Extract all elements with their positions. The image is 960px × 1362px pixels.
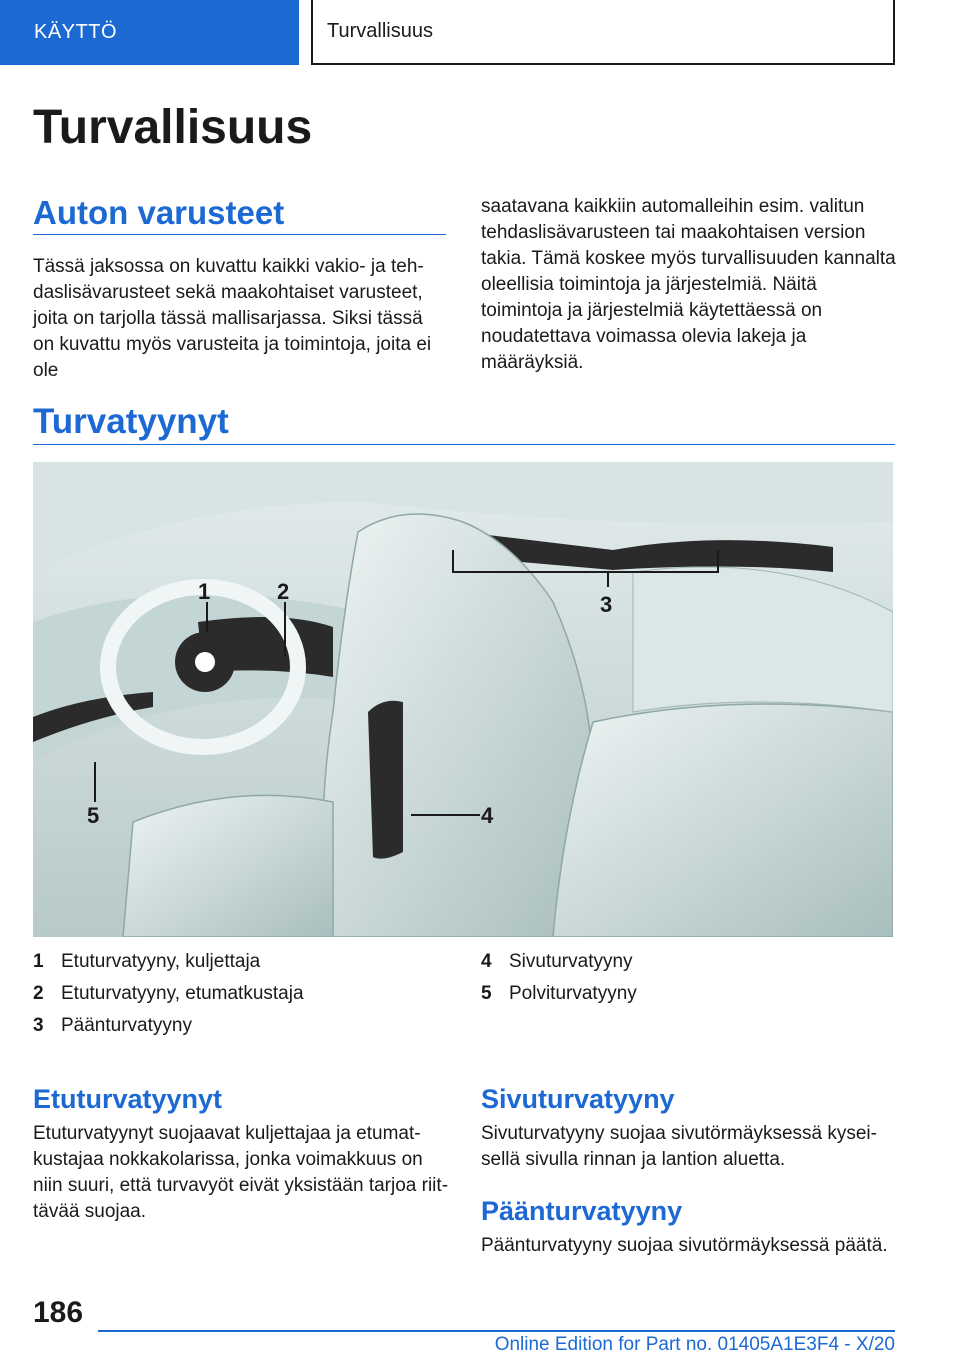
car-interior-illustration (33, 462, 893, 937)
callout-3: 3 (600, 592, 613, 617)
side-airbag-text: Sivuturvatyyny suojaa sivutörmäyksessä kyseisellä sivulla rinnan ja lantion aluetta. (481, 1123, 877, 1170)
car-interior-figure (33, 462, 893, 937)
section-label: Turvallisuus (327, 20, 433, 42)
legend-right (481, 946, 637, 1010)
callout-1: 1 (198, 579, 211, 604)
legend-num: 4 (481, 951, 492, 972)
legend-num: 3 (33, 1015, 44, 1036)
equipment-heading-rule (33, 234, 446, 235)
legend-label: Päänturvatyyny (61, 1015, 192, 1036)
front-airbags-heading: Etuturvatyynyt (33, 1084, 223, 1114)
legend-item (481, 978, 637, 1010)
side-airbag-heading: Sivuturvatyyny (481, 1084, 675, 1114)
legend-num: 2 (33, 983, 44, 1004)
callout-2: 2 (277, 579, 290, 604)
legend-left (33, 946, 304, 1042)
legend-label: Sivuturvatyyny (509, 951, 633, 972)
legend-num: 1 (33, 951, 44, 972)
equipment-text-right: saatavana kaikkiin automalleihin esim. valitun tehdaslisävarusteen tai maakohtaisen version takia. Tämä koskee myös turvallisuuden kannalta oleellisia toimintoja ja järjestelmiä. Näitä toimintoja ja järjestelmiä käytettäessä on noudatettava voimassa olevia lakeja ja määräyksiä. (481, 196, 896, 373)
footer-edition: Online Edition for Part no. 01405A1E3F4 - X/20 (494, 1334, 895, 1355)
front-airbags-text: Etuturvatyynyt suojaavat kuljettajaa ja etumatkustajaa nokkakolarissa, jonka voimakkuus on niin suuri, että turvavyöt eivät yksistään tarjoa riittävää suojaa. (33, 1123, 449, 1222)
callout-5: 5 (87, 803, 100, 828)
footer-rule (98, 1330, 895, 1332)
legend-item (33, 978, 304, 1010)
legend-item (33, 946, 304, 978)
chapter-label: KÄYTTÖ (34, 21, 118, 43)
page-number: 186 (33, 1296, 84, 1329)
equipment-text-left: Tässä jaksossa on kuvattu kaikki vakio- ja tehdaslisävarusteet sekä maakohtaiset varusteet, joita on tarjolla tässä mallisarjassa. Siksi tässä on kuvattu myös varusteita ja toimintoja, joita ei ole (33, 256, 432, 381)
legend-item (33, 1010, 304, 1042)
callout-4: 4 (481, 803, 494, 828)
legend-num: 5 (481, 983, 492, 1004)
legend-label: Etuturvatyyny, etumatkustaja (61, 983, 304, 1004)
page-title: Turvallisuus (33, 101, 313, 154)
head-airbag-text: Päänturvatyyny suojaa sivutörmäyksessä päätä. (481, 1235, 888, 1256)
chapter-tab[interactable] (0, 0, 299, 65)
airbags-heading: Turvatyynyt (33, 402, 229, 441)
equipment-heading: Auton varusteet (33, 194, 285, 231)
legend-label: Polviturvatyyny (509, 983, 637, 1004)
legend-item (481, 946, 637, 978)
section-tab (311, 0, 895, 65)
head-airbag-heading: Päänturvatyyny (481, 1196, 683, 1226)
legend-label: Etuturvatyyny, kuljettaja (61, 951, 261, 972)
airbags-heading-rule (33, 444, 895, 445)
